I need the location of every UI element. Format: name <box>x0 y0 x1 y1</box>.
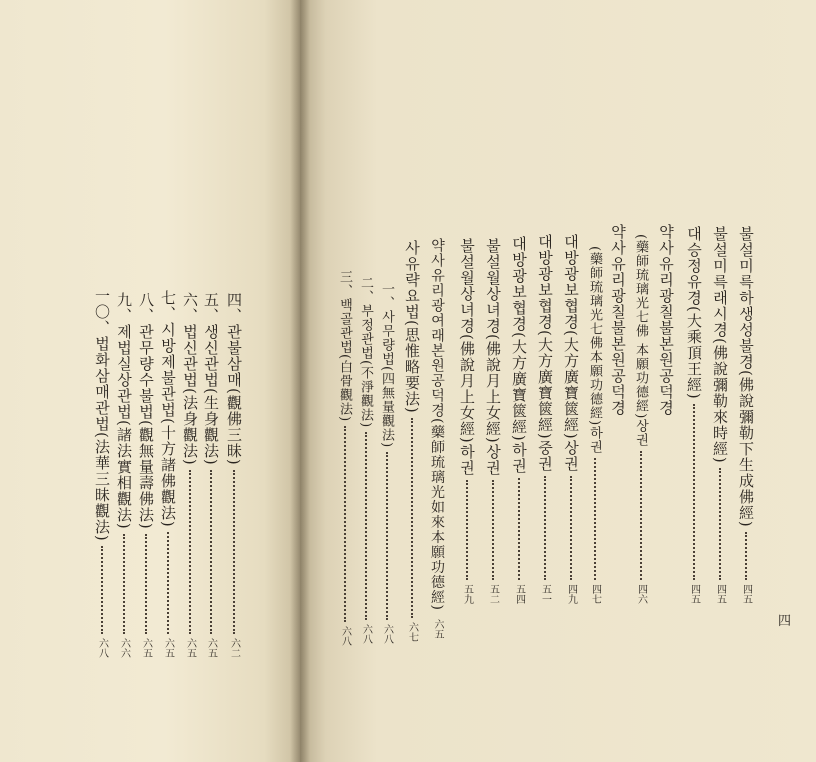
toc-entry-title: 一、사무량법(四無量觀法) <box>379 282 394 449</box>
leader-dots <box>544 476 546 580</box>
toc-entry-title: 불설미륵래시경(佛說彌勒來時經) <box>711 226 729 464</box>
leader-dots <box>189 470 191 634</box>
toc-entry <box>429 238 445 639</box>
toc-entry-page: 四五 <box>714 584 726 604</box>
toc-entry-title: 一〇、법화삼매관법(法華三昧觀法) <box>93 288 111 542</box>
leader-dots <box>411 418 413 618</box>
toc-entry <box>380 282 393 644</box>
leader-dots <box>145 534 147 634</box>
leader-dots <box>344 426 346 622</box>
toc-entry-page: 六八 <box>96 638 108 658</box>
toc-entry-title: 대방광보협경(大方廣寶篋經)상권 <box>562 234 580 472</box>
toc-entry-title: 八、관무량수불법(觀無量壽佛法) <box>137 292 155 530</box>
toc-entry <box>160 290 175 658</box>
toc-entry-title: 사유략요법(思惟略要法) <box>403 240 421 414</box>
toc-entry-title: 七、시방제불관법(十方諸佛觀法) <box>159 290 177 528</box>
toc-entry <box>537 234 552 604</box>
leader-dots <box>210 470 212 634</box>
toc-entry <box>226 292 241 658</box>
toc-entry-title: (藥師琉璃光七佛本願功德經)하권 <box>587 246 602 455</box>
toc-entry <box>485 238 500 604</box>
toc-entry-title: 四、관불삼매(觀佛三昧) <box>225 292 243 466</box>
toc-entry-page: 四九 <box>565 584 577 604</box>
toc-entry <box>203 292 218 658</box>
toc-entry-page: 六二 <box>228 638 240 658</box>
toc-entry-title: 불설월상녀경(佛說月上女經)하권 <box>458 238 476 476</box>
leader-dots <box>101 546 103 634</box>
toc-entry-title: 대방광보협경(大方廣寶篋經)중권 <box>536 234 554 472</box>
toc-entry-page: 四六 <box>635 584 647 604</box>
toc-entry <box>116 292 131 658</box>
page-number: 四 <box>778 614 792 629</box>
toc-entry <box>182 292 197 658</box>
toc-entry <box>658 224 673 454</box>
toc-entry-page: 六六 <box>118 638 130 658</box>
toc-entry-page: 五九 <box>461 584 473 604</box>
toc-entry-title: 二、부정관법(不淨觀法) <box>358 276 373 429</box>
toc-entry-page: 四七 <box>589 584 601 604</box>
leader-dots <box>745 532 747 580</box>
toc-entry-page: 六八 <box>381 624 393 644</box>
toc-entry-page: 六八 <box>360 624 372 644</box>
toc-entry-page: 六五 <box>432 618 443 639</box>
toc-entry-title: 불설월상녀경(佛說月上女經)상권 <box>484 238 502 476</box>
toc-entry <box>738 226 753 604</box>
leader-dots <box>640 451 642 580</box>
toc-entry <box>404 240 419 642</box>
toc-entry-title: 대승정유경(大乘頂王經) <box>685 226 703 400</box>
toc-entry-title: (藥師琉璃光七佛 本願功德經)상권 <box>633 234 648 448</box>
toc-entry-page: 六八 <box>339 626 351 646</box>
toc-entry-page: 六五 <box>184 638 196 658</box>
toc-entry-title: 약사유리광칠불본원공덕경 <box>657 224 675 416</box>
toc-entry <box>459 238 474 604</box>
leader-dots <box>233 470 235 634</box>
toc-entry <box>610 224 625 454</box>
toc-entry <box>588 246 601 604</box>
toc-entry <box>138 292 153 658</box>
toc-entry <box>511 236 526 604</box>
toc-entry-page: 六五 <box>205 638 217 658</box>
leader-dots <box>123 534 125 634</box>
toc-entry-page: 六五 <box>140 638 152 658</box>
leader-dots <box>693 404 695 580</box>
leader-dots <box>365 432 367 620</box>
leader-dots <box>386 452 388 620</box>
toc-entry-page: 五二 <box>487 584 499 604</box>
toc-entry <box>686 226 701 604</box>
toc-entry-title: 약사유리광칠불본원공덕경 <box>609 224 627 416</box>
toc-entry-title: 九、제법실상관법(諸法實相觀法) <box>115 292 133 530</box>
toc-entry <box>359 276 372 644</box>
toc-entry-page: 四五 <box>688 584 700 604</box>
leader-dots <box>167 532 169 634</box>
leader-dots <box>492 480 494 580</box>
book-gutter <box>290 0 310 762</box>
toc-entry <box>563 234 578 604</box>
toc-entry-page: 五一 <box>539 584 551 604</box>
toc-entry <box>712 226 727 604</box>
toc-entry-page: 四五 <box>740 584 752 604</box>
toc-entry <box>94 288 109 658</box>
toc-entry-title: 불설미륵하생성불경(佛說彌勒下生成佛經) <box>737 226 755 528</box>
leader-dots <box>570 476 572 580</box>
leader-dots <box>719 468 721 580</box>
toc-entry-page: 六七 <box>406 622 418 642</box>
toc-entry-title: 약사유리광여래본원공덕경(藥師琉璃光如來本願功德經) <box>429 238 445 611</box>
toc-entry-title: 五、생신관법(生身觀法) <box>202 292 220 466</box>
toc-entry <box>338 270 351 646</box>
toc-entry-page: 五四 <box>513 584 525 604</box>
toc-entry-page: 六五 <box>162 638 174 658</box>
toc-entry <box>634 234 647 604</box>
toc-entry-title: 六、법신관법(法身觀法) <box>181 292 199 466</box>
toc-entry-title: 대방광보협경(大方廣寶篋經)하권 <box>510 236 528 474</box>
leader-dots <box>594 458 596 580</box>
leader-dots <box>466 480 468 580</box>
toc-entry-title: 三、백골관법(白骨觀法) <box>337 270 352 423</box>
leader-dots <box>518 478 520 580</box>
